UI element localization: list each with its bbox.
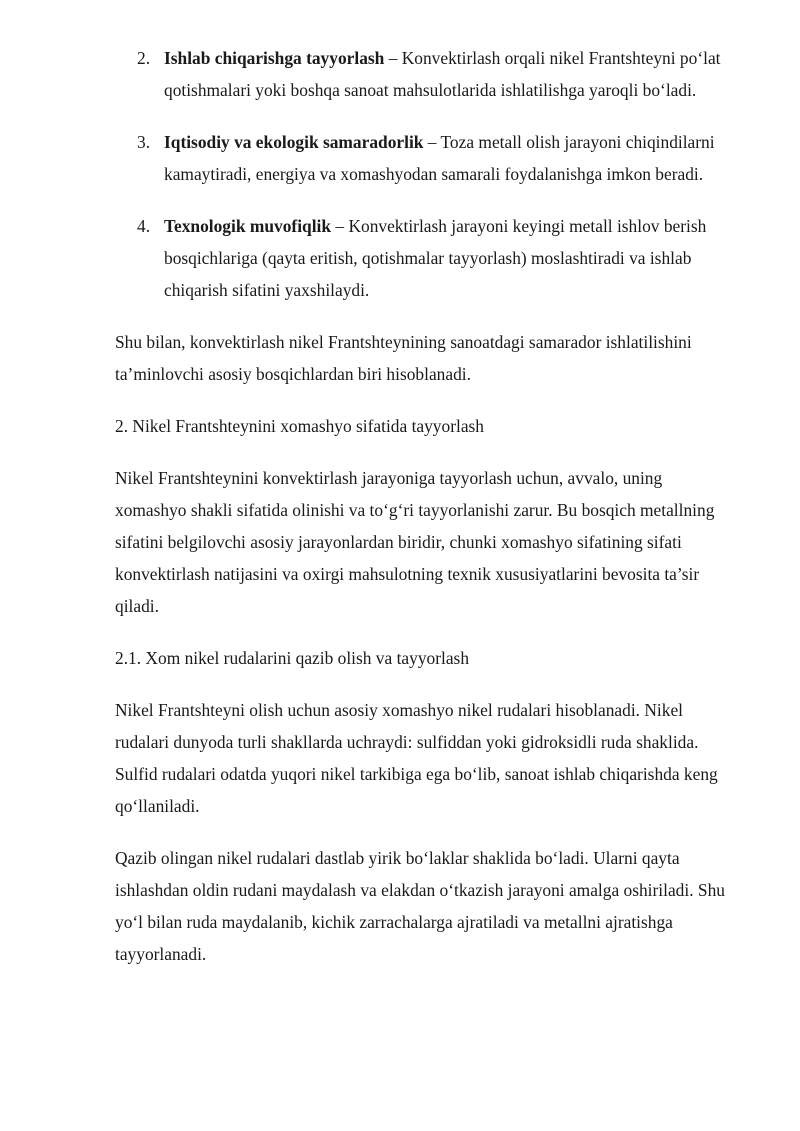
conclusion-paragraph: Shu bilan, konvektirlash nikel Frantshteynining sanoatdagi samarador ishlatilishini ta’minlovchi asosiy bosqichlardan biri hisoblanadi. (115, 332, 692, 384)
list-item-number: 4. (137, 216, 151, 236)
list-item-text: – Konvektirlash orqali nikel Frantshteyni po‘lat qotishmalari yoki boshqa sanoat mahsulotlarida ishlatilishga yaroqli bo‘ladi. (164, 48, 721, 100)
list-item-text: – Toza metall olish jarayoni chiqindilarni kamaytiradi, energiya va xomashyodan samarali foydalanishga imkon beradi. (164, 132, 715, 184)
list-item (115, 126, 725, 190)
section-2-1-paragraph-2: Qazib olingan nikel rudalari dastlab yirik bo‘laklar shaklida bo‘ladi. Ularni qayta ishlashdan oldin rudani maydalash va elakdan o‘tkazish jarayoni amalga oshiriladi. Shu yo‘l bilan ruda maydalanib, kichik zarrachalarga ajratiladi va metallni ajratishga tayyorlanadi. (115, 848, 725, 964)
section-2-paragraph: Nikel Frantshteynini konvektirlash jarayoniga tayyorlash uchun, avvalo, uning xomashyo shakli sifatida olinishi va to‘g‘ri tayyorlanishi zarur. Bu bosqich metallning sifatini belgilovchi asosiy jarayonlardan biridir, chunki xomashyo sifatining sifati konvektirlash natijasini va oxirgi mahsulotning texnik xususiyatlarini bevosita ta’sir qiladi. (115, 468, 715, 616)
list-item-number: 3. (137, 132, 151, 152)
list-item-text: – Konvektirlash jarayoni keyingi metall ishlov berish bosqichlariga (qayta eritish, qotishmalar tayyorlash) moslashtiradi va ishlab chiqarish sifatini yaxshilaydi. (164, 216, 707, 300)
section-2-1-paragraph-1: Nikel Frantshteyni olish uchun asosiy xomashyo nikel rudalari hisoblanadi. Nikel rudalari dunyoda turli shakllarda uchraydi: sulfiddan yoki gidroksidli ruda shaklida. Sulfid rudalari odatda yuqori nikel tarkibiga ega bo‘lib, sanoat ishlab chiqarishda keng qo‘llaniladi. (115, 700, 718, 816)
list-item-term: Texnologik muvofiqlik (164, 216, 332, 236)
document-page (115, 42, 725, 990)
section-2-heading: 2. Nikel Frantshteynini xomashyo sifatida tayyorlash (115, 416, 485, 436)
list-item-term: Ishlab chiqarishga tayyorlash (164, 48, 385, 68)
section-2-1-heading: 2.1. Xom nikel rudalarini qazib olish va tayyorlash (115, 648, 470, 668)
numbered-list (115, 42, 725, 306)
list-item-number: 2. (137, 48, 151, 68)
list-item (115, 42, 725, 106)
list-item (115, 210, 725, 306)
list-item-term: Iqtisodiy va ekologik samaradorlik (164, 132, 424, 152)
